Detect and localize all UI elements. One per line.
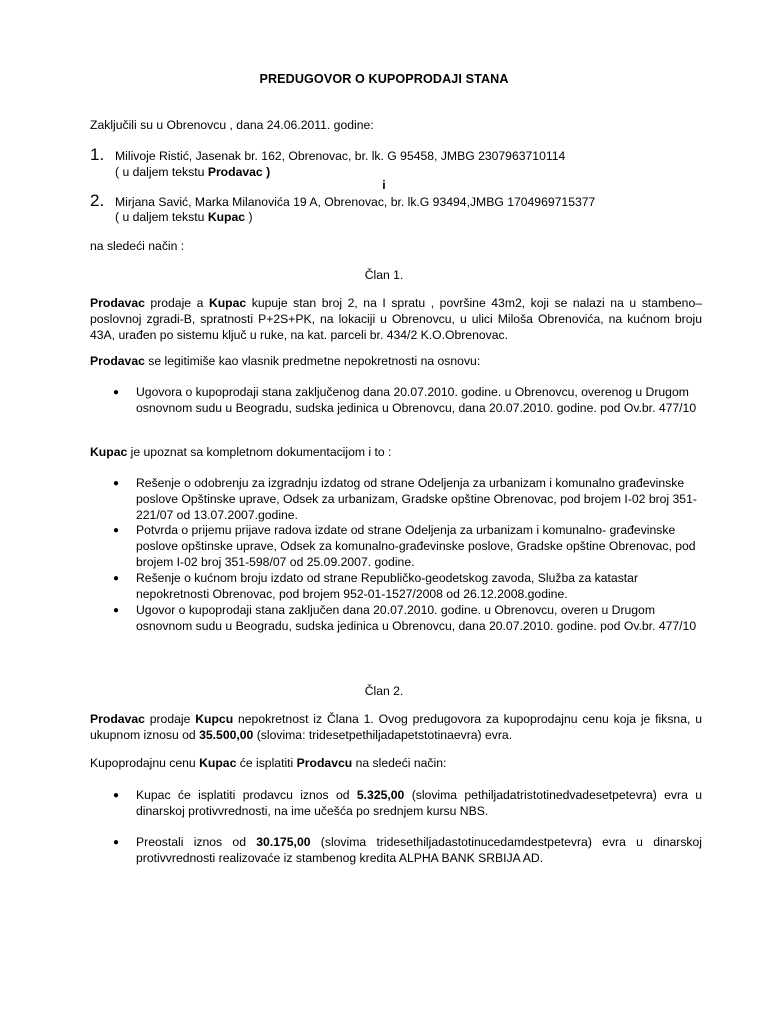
article-1-paragraph-2: Prodavac se legitimiše kao vlasnik predmetne nepokretnosti na osnovu:: [90, 354, 481, 368]
bullet-icon: ●: [113, 790, 120, 801]
party-2-number: 2.: [90, 191, 105, 210]
bullet-icon: ●: [113, 525, 120, 536]
article-2-paragraph-1: Prodavac prodaje Kupcu nepokretnost iz Člana 1. Ovog predugovora za kupoprodajnu cenu koja je fiksna, u ukupnom iznosu od 35.500,00 (slovima: tridesetpethiljadapetstotinaevra) evra.: [90, 712, 702, 742]
bullet-icon: ●: [113, 387, 120, 398]
bullet-icon: ●: [113, 478, 120, 489]
article-1-paragraph-3: Kupac je upoznat sa kompletnom dokumentacijom i to :: [90, 445, 392, 459]
article-1-heading: Član 1.: [364, 268, 404, 282]
bullet-icon: ●: [113, 605, 120, 616]
payment-item: Kupac će isplatiti prodavcu iznos od 5.325,00 (slovima pethiljadatristotinedvadesetpetevra) evra u dinarskoj protivvrednosti, na ime učešća po srednjem kursu NBS.: [136, 788, 702, 818]
party-1-number: 1.: [90, 145, 105, 164]
intro-text: Zaključili su u Obrenovcu , dana 24.06.2011. godine:: [90, 118, 374, 132]
bullet-icon: ●: [113, 837, 120, 848]
party-1-reference: ( u daljem tekstu Prodavac ): [115, 165, 271, 179]
buyer-document-item: Ugovor o kupoprodaji stana zaključen dana 20.07.2010. godine. u Obrenovcu, overen u Drugom osnovnom sudu u Beogradu, sudska jedinica u Obrenovcu, dana 20.07.2010. godine. pod Ov.br. 477/10: [136, 603, 697, 633]
buyer-document-item: Rešenje o odobrenju za izgradnju izdatog od strane Odeljenja za urbanizam i komunalno građevinske poslove Opštinske uprave, Odsek za urbanizam, Gradske opštine Obrenovac, pod brojem I-02 broj 351-221/07 od 13.07.2007.godine.: [136, 476, 697, 522]
bullet-icon: ●: [113, 573, 120, 584]
party-2-reference: ( u daljem tekstu Kupac ): [115, 210, 253, 224]
buyer-document-item: Rešenje o kućnom broju izdato od strane Republičko-geodetskog zavoda, Služba za katastar nepokretnosti Obrenovac, pod brojem 952-01-1527/2008 od 26.12.2008.godine.: [136, 571, 639, 601]
article-2-heading: Član 2.: [364, 684, 404, 698]
party-1-details: Milivoje Ristić, Jasenak br. 162, Obrenovac, br. lk. G 95458, JMBG 2307963710114: [115, 149, 566, 163]
seller-document-item: Ugovora o kupoprodaji stana zaključenog dana 20.07.2010. godine. u Obrenovcu, overenog u Drugom osnovnom sudu u Beogradu, sudska jedinica u Obrenovcu, dana 20.07.2010. godine. pod Ov.br. 477/10: [136, 385, 697, 415]
manner-text: na sledeći način :: [90, 239, 185, 253]
payment-item: Preostali iznos od 30.175,00 (slovima tridesethiljadastotinucedamdestpetevra) evra u dinarskoj protivvrednosti realizovaće iz stambenog kredita ALPHA BANK SRBIJA AD.: [136, 835, 702, 865]
conjunction: i: [382, 178, 386, 192]
article-2-paragraph-2: Kupoprodajnu cenu Kupac će isplatiti Prodavcu na sledeći način:: [90, 756, 447, 770]
buyer-document-item: Potvrda o prijemu prijave radova izdate od strane Odeljenja za urbanizam i komunalno- građevinske poslove opštinske uprave, Odsek za komunalno-građevinske poslove, Gradske opštine Obrenovac, pod brojem I-02 broj 351-598/07 od 25.09.2007. godine.: [136, 523, 696, 569]
party-2-details: Mirjana Savić, Marka Milanovića 19 A, Obrenovac, br. lk.G 93494,JMBG 1704969715377: [115, 195, 596, 209]
article-1-paragraph-1: Prodavac prodaje a Kupac kupuje stan broj 2, na I spratu , površine 43m2, koji se nalazi na u stambeno–poslovnoj zgradi-B, spratnosti P+2S+PK, na lokaciji u Obrenovcu, u ulici Miloša Obrenovića, na kućnom broju 43A, urađen po sistemu ključ u ruke, na kat. parceli br. 434/2 K.O.Obrenovac.: [90, 296, 702, 342]
document-title: PREDUGOVOR O KUPOPRODAJI STANA: [259, 72, 509, 86]
